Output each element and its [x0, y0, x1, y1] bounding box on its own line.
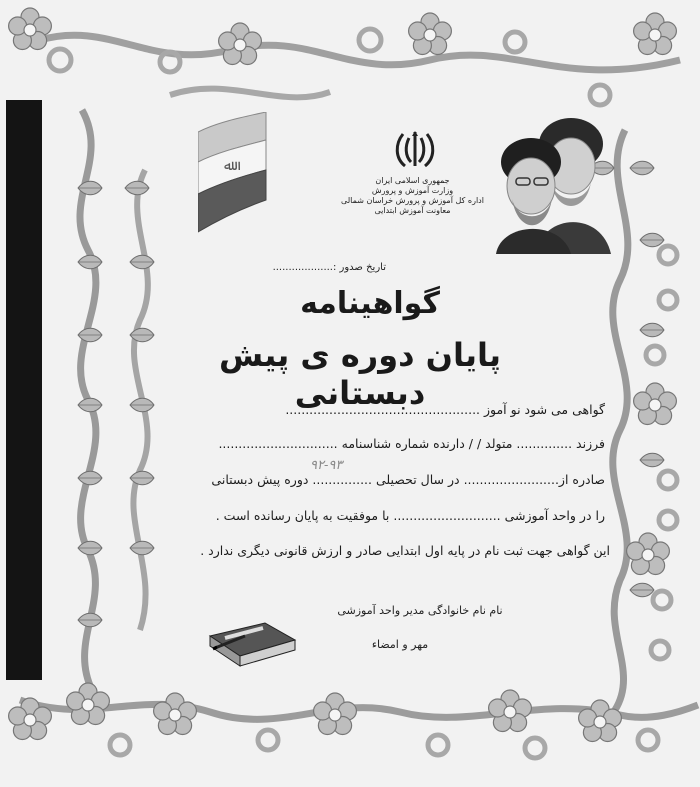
body-line-4: را در واحد آموزشی ........................... با موفقیت به پایان رسانده است .	[215, 508, 605, 523]
flower-icon	[314, 693, 357, 735]
flower-icon	[634, 13, 677, 55]
principal-name-label: نام نام خانوادگی مدیر واحد آموزشی	[337, 604, 503, 617]
book-and-pen-icon	[205, 618, 300, 668]
issue-date: تاریخ صدور :...................	[272, 262, 386, 273]
flower-icon	[154, 693, 197, 735]
flower-icon	[67, 683, 110, 725]
leaf-icon	[640, 323, 664, 337]
certificate-subtitle: پایان دوره ی پیش دبستانی	[218, 336, 502, 412]
leaf-icon	[78, 398, 102, 412]
flower-icon	[627, 533, 670, 575]
body-line-3: صادره از........................ در سال تحصیلی ............... دوره پیش دبستانی	[211, 472, 605, 487]
leaf-icon	[125, 181, 149, 195]
flower-icon	[9, 8, 52, 50]
body-line-5: این گواهی جهت ثبت نام در پایه اول ابتدایی صادر و ارزش قانونی دیگری ندارد .	[200, 543, 610, 558]
stamp-signature-label: مهر و امضاء	[371, 638, 429, 651]
leaf-icon	[78, 471, 102, 485]
leaf-icon	[78, 613, 102, 627]
header-line-3: اداره کل آموزش و پرورش خراسان شمالی	[341, 196, 484, 205]
handwritten-school-year: ۹۲-۹۳	[310, 458, 343, 473]
flag-ribbon-icon	[198, 112, 268, 242]
flower-icon	[219, 23, 262, 65]
flower-icon	[489, 690, 532, 732]
body-line-2: فرزند .............. متولد / / دارنده شماره شناسنامه ..............................	[218, 436, 605, 451]
body-line-1: گواهی می شود نو آموز .................................................	[285, 402, 605, 417]
leaf-icon	[640, 453, 664, 467]
ministry-header	[330, 176, 495, 216]
header-line-1: جمهوری اسلامی ایران	[375, 176, 450, 185]
iran-emblem-icon	[393, 128, 437, 172]
leaf-icon	[630, 161, 654, 175]
leaf-icon	[630, 583, 654, 597]
leaf-icon	[78, 255, 102, 269]
flower-icon	[409, 13, 452, 55]
certificate-title: گواهینامه	[300, 286, 440, 321]
flower-icon	[634, 383, 677, 425]
leaf-icon	[130, 255, 154, 269]
portraits-image	[496, 104, 616, 254]
leaf-icon	[130, 398, 154, 412]
header-line-4: معاونت آموزش ابتدایی	[374, 206, 451, 215]
header-line-2: وزارت آموزش و پرورش	[371, 186, 454, 195]
svg-text:ﷲ: ﷲ	[224, 158, 233, 174]
leaf-icon	[640, 233, 664, 247]
